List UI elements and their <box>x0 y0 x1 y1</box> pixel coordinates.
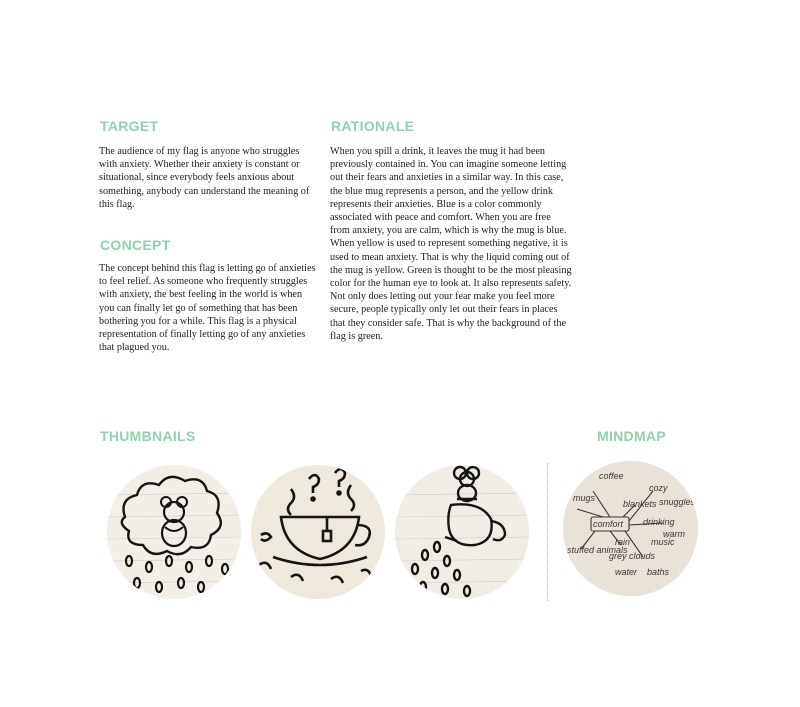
thumbnail-tea-cup <box>251 465 385 599</box>
mindmap-word: music <box>651 537 675 547</box>
mindmap-word: blankets <box>623 499 657 509</box>
mindmap-word: cozy <box>649 483 668 493</box>
concept-paragraph: The concept behind this flag is letting go of anxieties to feel relief. As someone who frequently struggles with anxiety, the best feeling in the world is when you can finally let go of something that has been bothering you for a while. This flag is a physical representation of finally letting go of any anxieties that plagued you. <box>99 263 316 354</box>
mindmap-word: stuffed animals <box>567 545 628 555</box>
mindmap-word: comfort <box>593 519 624 529</box>
rationale-heading: RATIONALE <box>331 118 415 134</box>
thumbnail-bear-raincloud <box>107 465 241 599</box>
mindmap-sketch-icon <box>563 461 698 596</box>
section-divider <box>547 463 548 601</box>
tea-cup-sketch-icon <box>251 465 385 599</box>
mindmap-word: rain <box>615 537 631 547</box>
mindmap-word: mugs <box>573 493 596 503</box>
mindmap-word: water <box>615 567 638 577</box>
mindmap-heading: MINDMAP <box>597 428 666 444</box>
target-heading: TARGET <box>100 118 159 134</box>
rationale-paragraph: When you spill a drink, it leaves the mug it had been previously contained in. You can imagine someone letting out their fears and anxieties in a similar way. In this case, the blue mug represents a person, and the yellow drink represents their anxieties. Blue is a color commonly associated with peace and comfort. When you are free from anxiety, you are calm, which is why the mug is blue. When yellow is used to represent something negative, it is used to mean anxiety. That is why the liquid coming out of the mug is yellow. Green is thought to be the most pleasing color for the human eye to look at. It also represents safety. Not only does letting out your fear make you feel more secure, people typically only let out their fears in places that they consider safe. That is why the background of the flag is green. <box>330 146 572 342</box>
thumbnail-bear-spilling-mug <box>395 465 529 599</box>
bear-raincloud-sketch-icon <box>107 465 241 599</box>
mindmap-word: baths <box>647 567 670 577</box>
bear-spilling-mug-sketch-icon <box>395 465 529 599</box>
mindmap-word: warm <box>663 529 685 539</box>
thumbnails-heading: THUMBNAILS <box>100 428 196 444</box>
mindmap-word: coffee <box>599 471 624 481</box>
mindmap-word: drinking <box>643 517 675 527</box>
mindmap-image <box>563 461 698 596</box>
target-paragraph: The audience of my flag is anyone who struggles with anxiety. Whether their anxiety is constant or situational, since everybody feels anxious about something, anybody can understand the meaning of this flag. <box>99 146 310 210</box>
concept-heading: CONCEPT <box>100 237 171 253</box>
mindmap-word: grey clouds <box>609 551 656 561</box>
mindmap-word: snuggles <box>659 497 696 507</box>
